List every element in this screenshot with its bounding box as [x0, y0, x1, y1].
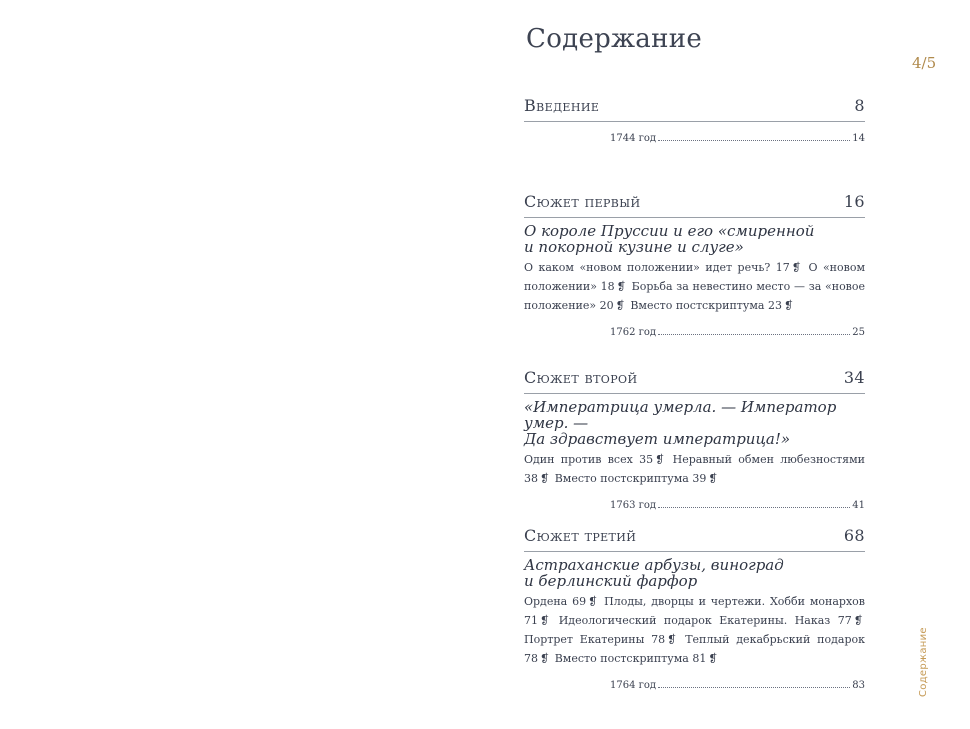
- toc-section-introduction: [524, 96, 865, 144]
- entry-page: 20: [599, 299, 614, 312]
- dot-leader: [658, 687, 850, 688]
- entry-page: 78: [524, 652, 538, 665]
- section-title: Введение: [524, 96, 600, 115]
- pilcrow-separator: ❡: [540, 472, 550, 485]
- dot-leader: [658, 507, 850, 508]
- entry-page: 39: [692, 472, 707, 485]
- pilcrow-separator: ❡: [791, 261, 801, 274]
- dot-leader: [658, 140, 850, 141]
- year-label: 1764 год: [610, 680, 657, 691]
- entry-page: 35: [639, 453, 654, 466]
- pilcrow-separator: ❡: [853, 614, 864, 627]
- entry-page: 69: [572, 595, 587, 608]
- page-number: 4/5: [912, 54, 937, 72]
- pilcrow-separator: ❡: [655, 453, 665, 466]
- year-entry[interactable]: [610, 680, 865, 691]
- section-page: 8: [854, 96, 865, 115]
- pilcrow-separator: ❡: [615, 299, 625, 312]
- pilcrow-separator: ❡: [708, 652, 718, 665]
- entry-text: Теплый декабрьский подарок: [685, 633, 865, 646]
- page-title: Содержание: [526, 24, 703, 54]
- section-heading[interactable]: [524, 526, 865, 552]
- entry-page: 38: [524, 472, 538, 485]
- year-entry[interactable]: [610, 500, 865, 511]
- entry-text: О каком «новом положении» идет речь?: [524, 261, 771, 274]
- section-page: 34: [843, 368, 865, 387]
- entry-text: О «новом положении»: [524, 261, 866, 293]
- section-title: Сюжет первый: [524, 192, 641, 211]
- subtitle-line: и покорной кузине и слуге»: [524, 238, 744, 256]
- year-label: 1744 год: [610, 133, 657, 144]
- entry-page: 17: [775, 261, 790, 274]
- entry-page: 18: [600, 280, 615, 293]
- section-heading[interactable]: [524, 368, 865, 394]
- entry-page: 81: [692, 652, 707, 665]
- section-title: Сюжет третий: [524, 526, 637, 545]
- entry-text: Неравный обмен любезностями: [672, 453, 865, 466]
- subtitle-line: О короле Пруссии и его «смиренной: [524, 222, 815, 240]
- year-page: 41: [852, 500, 865, 511]
- entry-text: Вместо постскриптума: [630, 299, 765, 312]
- subsection-list: [524, 592, 865, 668]
- section-heading[interactable]: [524, 96, 865, 122]
- subsection-entry[interactable]: [524, 453, 653, 466]
- entry-text: Идеологический подарок Екатерины. Наказ: [558, 614, 831, 627]
- subsection-entry[interactable]: [524, 633, 665, 646]
- subsection-entry[interactable]: [559, 614, 852, 627]
- entry-text: Борьба за невестино место — за «новое положение»: [524, 280, 866, 312]
- toc-section-first: [524, 192, 865, 338]
- section-title: Сюжет второй: [524, 368, 638, 387]
- year-entry[interactable]: [610, 327, 865, 338]
- subtitle-line: и берлинский фарфор: [524, 572, 698, 590]
- section-subtitle[interactable]: [524, 223, 865, 255]
- dot-leader: [658, 334, 850, 335]
- side-running-label: Содержание: [918, 627, 929, 697]
- year-page: 14: [852, 133, 865, 144]
- subsection-list: [524, 258, 865, 315]
- entry-text: Портрет Екатерины: [524, 633, 645, 646]
- year-page: 25: [852, 327, 865, 338]
- section-page: 68: [843, 526, 865, 545]
- pilcrow-separator: ❡: [708, 472, 718, 485]
- pilcrow-separator: ❡: [588, 595, 598, 608]
- pilcrow-separator: ❡: [616, 280, 626, 293]
- entry-page: 78: [651, 633, 666, 646]
- subtitle-line: «Императрица умерла. — Император умер. —: [524, 398, 837, 432]
- subsection-entry[interactable]: [524, 595, 586, 608]
- pilcrow-separator: ❡: [667, 633, 677, 646]
- entry-text: Один против всех: [524, 453, 633, 466]
- subsection-entry[interactable]: [555, 472, 707, 485]
- year-label: 1763 год: [610, 500, 657, 511]
- entry-page: 71: [524, 614, 538, 627]
- toc-section-third: [524, 526, 865, 691]
- section-heading[interactable]: [524, 192, 865, 218]
- pilcrow-separator: ❡: [540, 652, 550, 665]
- section-subtitle[interactable]: [524, 399, 865, 447]
- entry-page: 23: [767, 299, 782, 312]
- subtitle-line: Астраханские арбузы, виноград: [524, 556, 784, 574]
- subsection-entry[interactable]: [524, 261, 790, 274]
- subsection-entry[interactable]: [555, 652, 707, 665]
- year-page: 83: [852, 680, 865, 691]
- subtitle-line: Да здравствует императрица!»: [524, 430, 791, 448]
- toc-section-second: [524, 368, 865, 511]
- section-subtitle[interactable]: [524, 557, 865, 589]
- subsection-entry[interactable]: [630, 299, 782, 312]
- section-page: 16: [843, 192, 865, 211]
- entry-text: Ордена: [524, 595, 568, 608]
- entry-text: Плоды, дворцы и чертежи. Хобби монархов: [604, 595, 865, 608]
- entry-text: Вместо постскриптума: [554, 652, 689, 665]
- pilcrow-separator: ❡: [540, 614, 550, 627]
- entry-page: 77: [837, 614, 852, 627]
- year-entry[interactable]: [610, 133, 865, 144]
- entry-text: Вместо постскриптума: [554, 472, 689, 485]
- year-label: 1762 год: [610, 327, 657, 338]
- subsection-list: [524, 450, 865, 488]
- pilcrow-separator: ❡: [783, 299, 794, 312]
